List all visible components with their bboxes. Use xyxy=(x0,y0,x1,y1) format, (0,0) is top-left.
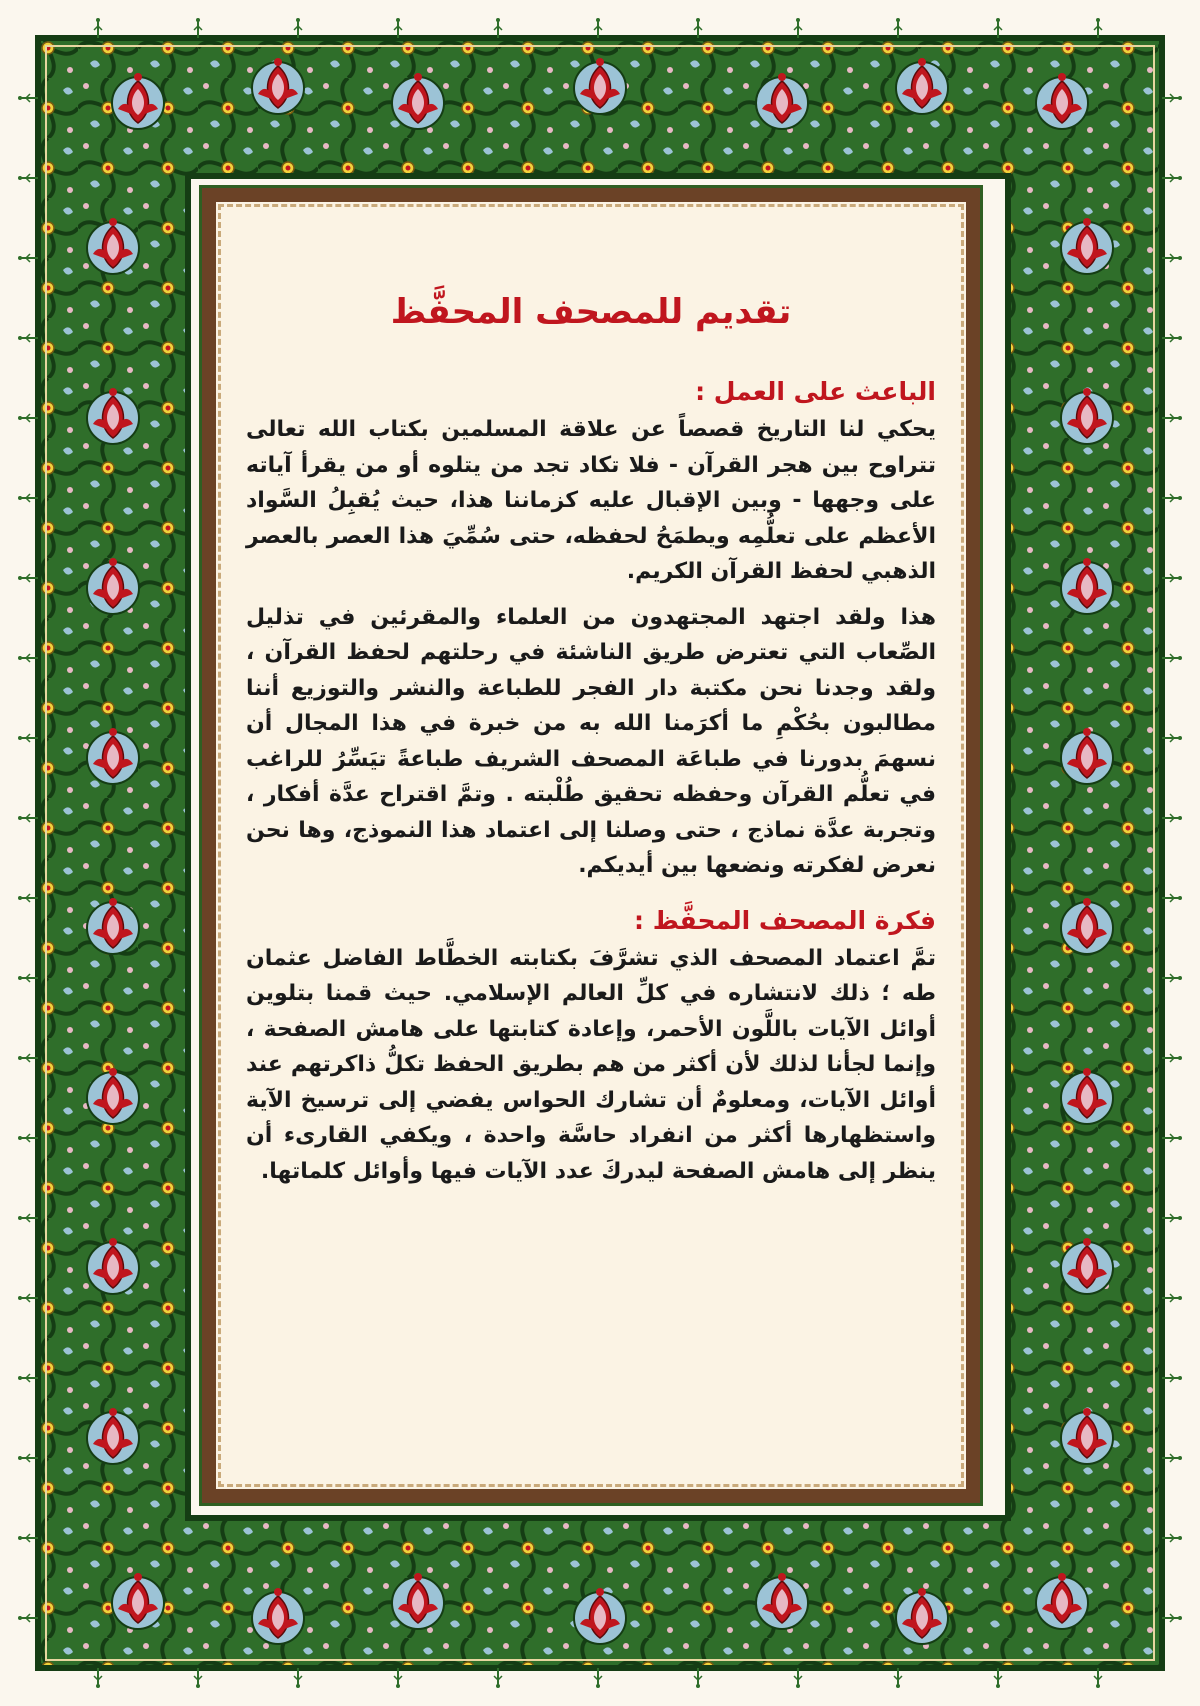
section-heading: فكرة المصحف المحفَّظ : xyxy=(634,905,936,935)
paragraph: تمَّ اعتماد المصحف الذي تشرَّفَ بكتابته الخطَّاط الفاضل عثمان طه ؛ ذلك لانتشاره في كلِّ العالم الإسلامي. حيث قمنا بتلوين أوائل الآيات باللَّون الأحمر، وإعادة كتابتها على هامش الصفحة ، وإنما لجأنا لذلك لأن أكثر من هم بطريق الحفظ تكلُّ ذاكرتهم عند أوائل الآيات، ومعلومٌ أن تشارك الحواس يفضي إلى ترسيخ الآية واستظهارها أكثر من انفراد حاسَّة واحدة ، ويكفي القارىء أن ينظر إلى هامش الصفحة ليدركَ عدد الآيات فيها وأوائل كلماتها. xyxy=(246,945,936,1184)
section-heading: الباعث على العمل : xyxy=(695,377,936,406)
section-idea xyxy=(246,906,936,1190)
section-divider xyxy=(246,894,936,906)
text-content xyxy=(246,282,936,1459)
page-title: تقديم للمصحف المحفَّظ xyxy=(390,292,792,332)
section-motivation xyxy=(246,377,936,884)
paragraph: يحكي لنا التاريخ قصصاً عن علاقة المسلمين بكتاب الله تعالى تتراوح بين هجر القرآن - فلا تكاد تجد من يتلوه أو من يقرأ آياته على وجهها - وبين الإقبال عليه كزماننا هذا، حيث يُقبِلُ السَّواد الأعظم على تعلُّمِه ويطمَحُ لحفظه، حتى سُمِّيَ هذا العصر بالعصر الذهبي لحفظ القرآن الكريم. xyxy=(246,417,936,584)
text-panel xyxy=(202,188,980,1503)
paragraph: هذا ولقد اجتهد المجتهدون من العلماء والمقرئين في تذليل الصِّعاب التي تعترض طريق الناشئة في رحلتهم لحفظ القرآن ، ولقد وجدنا نحن مكتبة دار الفجر للطباعة والنشر والتوزيع أننا مطالبون بحُكْمِ ما أكرَمنا الله به من خبرة في هذا المجال أن نسهمَ بدورنا في طباعَة المصحف الشريف طباعةً تيَسِّرُ للراغب في تعلُّم القرآن وحفظه تحقيق طُلْبته . وتمَّ اقتراح عدَّة أفكار ، وتجربة عدَّة نماذج ، حتى وصلنا إلى اعتماد هذا النموذج، وها نحن نعرض لفكرته ونضعها بين أيديكم. xyxy=(246,604,936,878)
